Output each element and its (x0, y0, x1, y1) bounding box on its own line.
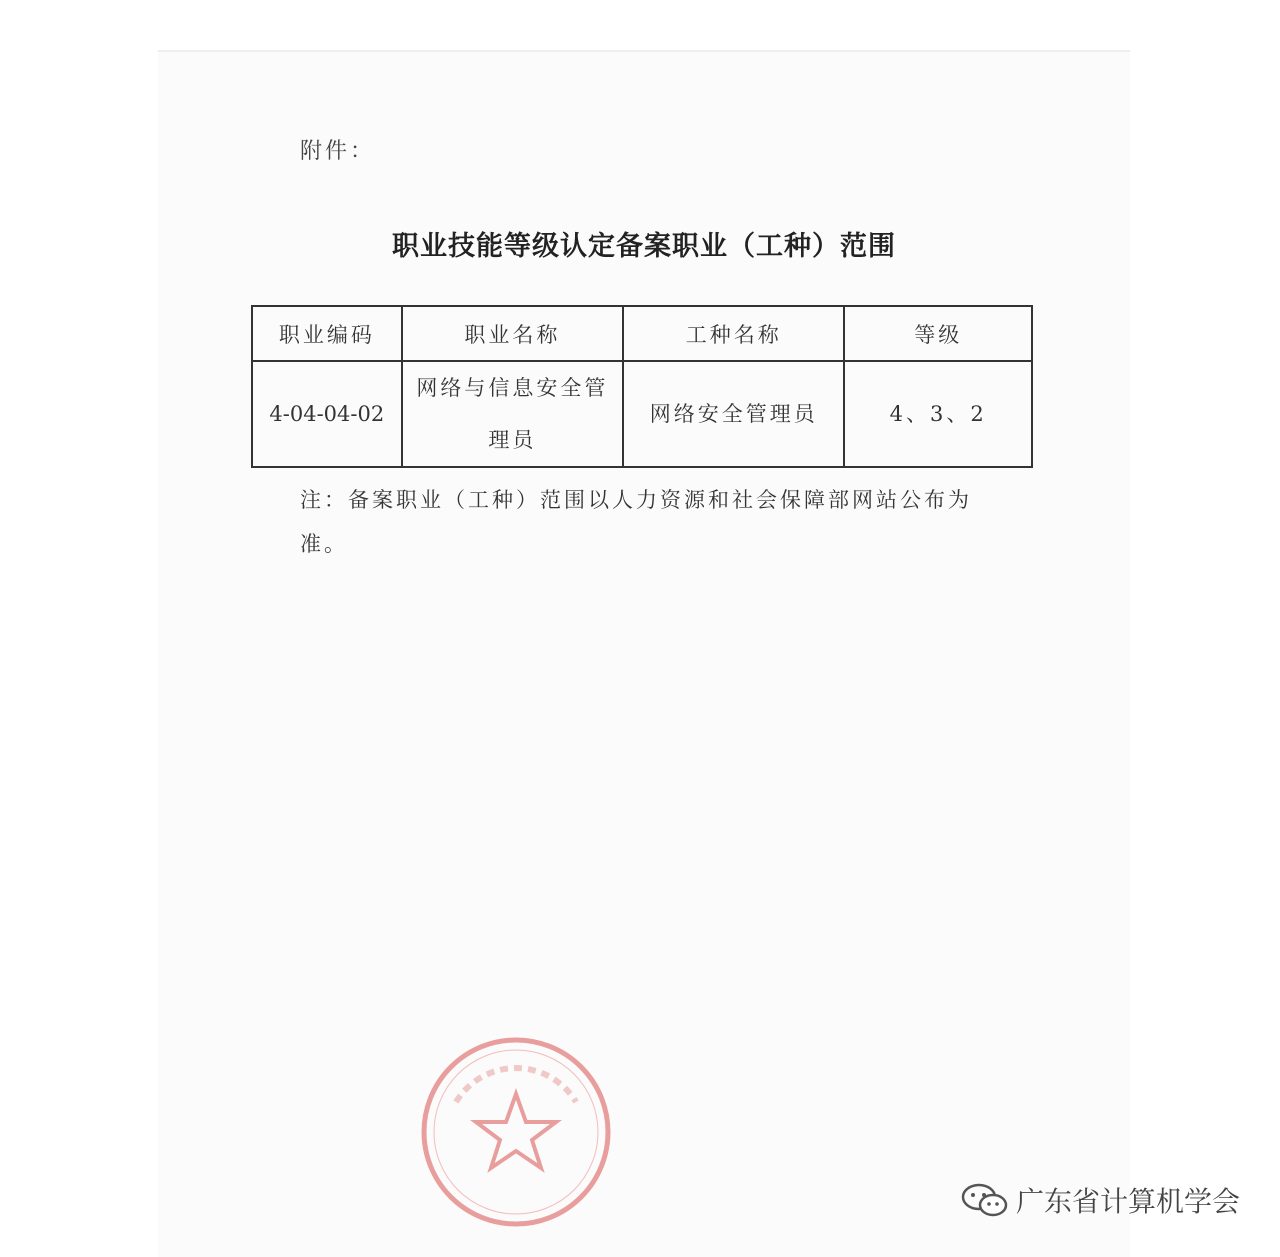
cell-occupation: 网络与信息安全管理员 (402, 361, 623, 467)
header-code: 职业编码 (252, 306, 402, 361)
document-page (158, 50, 1130, 1257)
table-header-row (252, 306, 1032, 361)
seal-star-icon (476, 1094, 556, 1168)
occupation-table (251, 305, 1033, 468)
header-occupation: 职业名称 (402, 306, 623, 361)
watermark-text: 广东省计算机学会 (1015, 1185, 1240, 1218)
document-title: 职业技能等级认定备案职业（工种）范围 (392, 231, 896, 262)
cell-code: 4-04-04-02 (252, 361, 402, 467)
official-seal (416, 1032, 616, 1232)
table-row (252, 361, 1032, 467)
header-levels: 等级 (844, 306, 1032, 361)
wechat-icon (960, 1182, 1010, 1218)
header-job-type: 工种名称 (623, 306, 844, 361)
cell-levels: 4、3、2 (844, 361, 1032, 467)
attachment-label: 附件： (300, 139, 376, 164)
note-text: 注：备案职业（工种）范围以人力资源和社会保障部网站公布为准。 (300, 488, 972, 556)
cell-job-type: 网络安全管理员 (623, 361, 844, 467)
wechat-watermark (960, 1180, 1240, 1220)
